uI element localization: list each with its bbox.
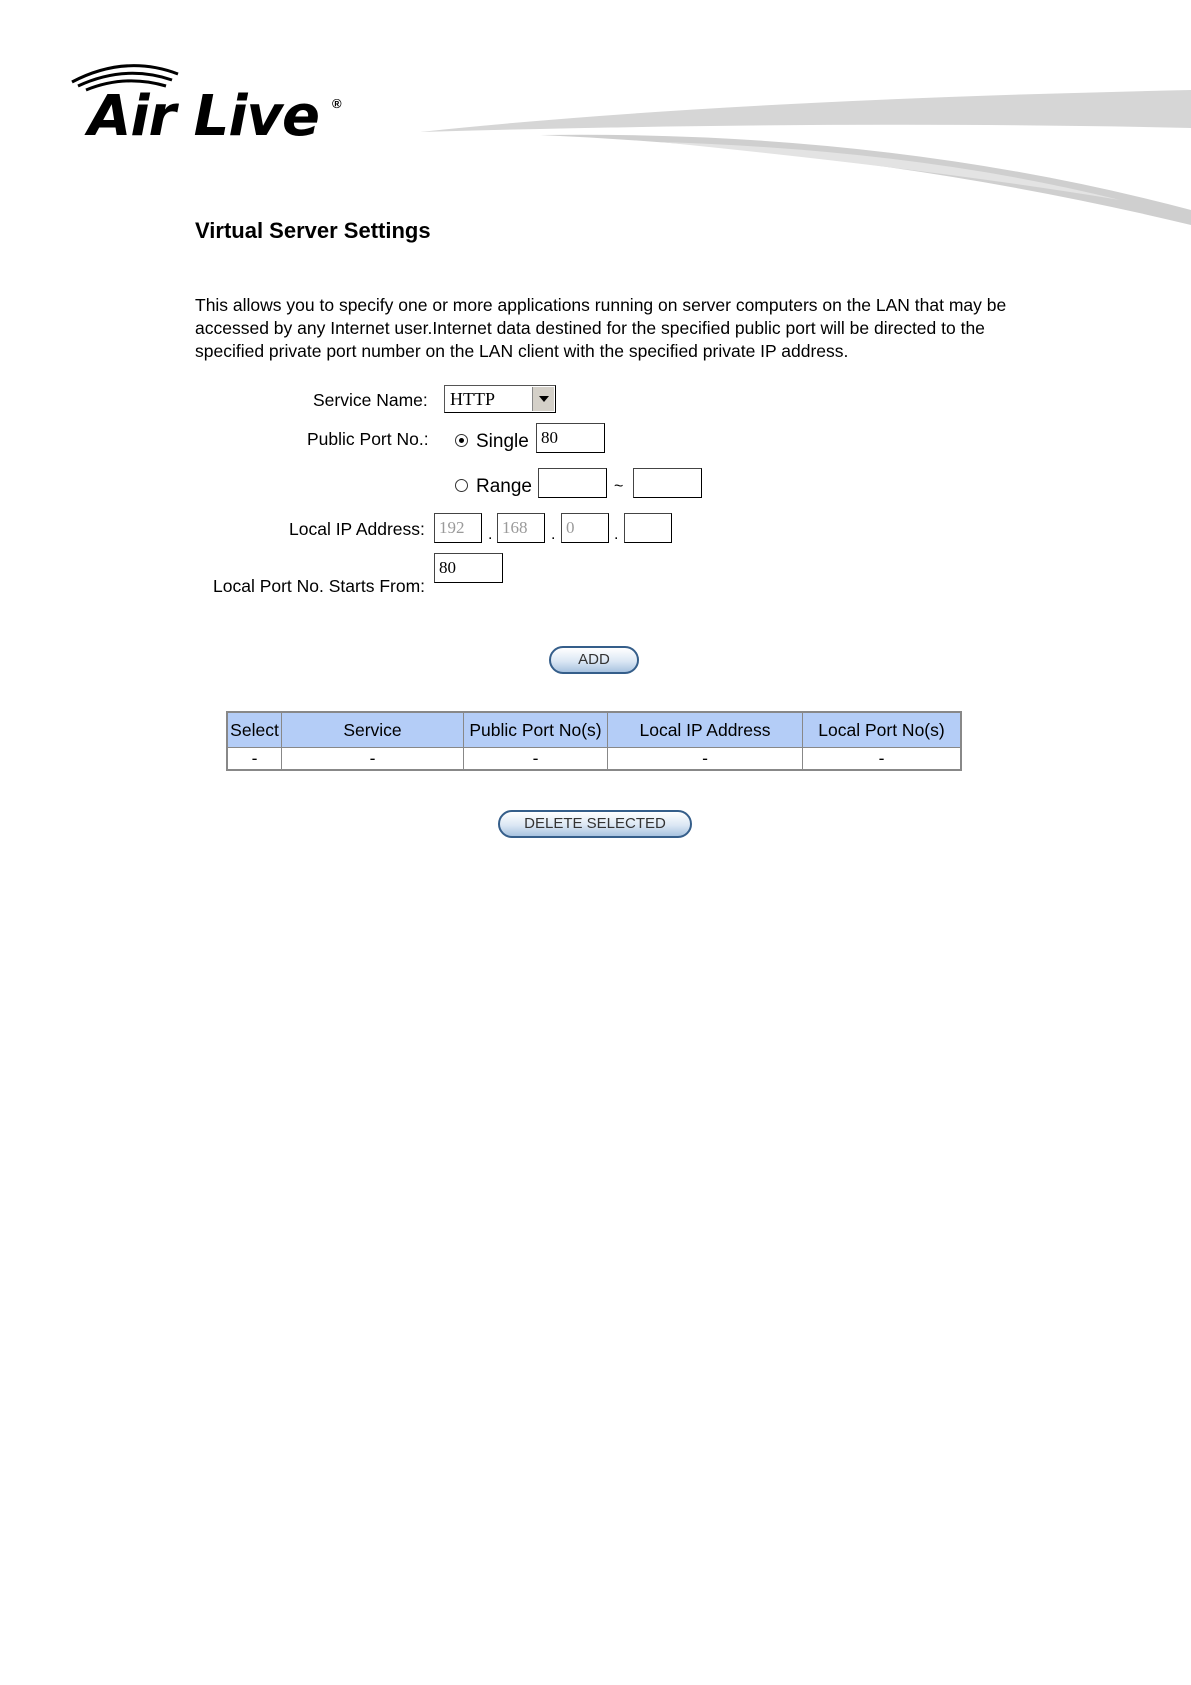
column-header-public-port: Public Port No(s) [464, 712, 608, 748]
table-cell: - [803, 748, 962, 771]
table-cell: - [282, 748, 464, 771]
service-name-label: Service Name: [313, 390, 428, 410]
table-cell: - [227, 748, 282, 771]
table-header-row [227, 712, 961, 748]
ip-octet-2-input[interactable] [497, 513, 545, 543]
public-port-label: Public Port No.: [307, 429, 429, 449]
add-button[interactable]: ADD [549, 646, 639, 674]
ip-dot: . [488, 526, 493, 543]
ip-octet-1-input[interactable] [434, 513, 482, 543]
delete-selected-button[interactable]: DELETE SELECTED [498, 810, 692, 838]
service-name-value: HTTP [450, 389, 495, 409]
table-cell: - [608, 748, 803, 771]
single-label: Single [476, 431, 529, 452]
page-title: Virtual Server Settings [195, 218, 431, 243]
range-separator: ~ [614, 478, 624, 495]
page-description: This allows you to specify one or more applications running on server computers on the LAN that may be accessed by any Internet user.Internet data destined for the specified public port will be directed to the specified private port number on the LAN client with the specified private IP address. [195, 295, 1007, 361]
range-to-input[interactable] [633, 468, 702, 498]
chevron-down-icon[interactable] [532, 387, 554, 411]
local-port-input[interactable] [434, 553, 503, 583]
range-from-input[interactable] [538, 468, 607, 498]
local-ip-label: Local IP Address: [289, 519, 425, 539]
registered-mark: ® [332, 96, 342, 111]
service-name-select[interactable] [444, 385, 556, 413]
column-header-local-port: Local Port No(s) [803, 712, 962, 748]
column-header-service: Service [282, 712, 464, 748]
column-header-local-ip: Local IP Address [608, 712, 803, 748]
table-cell: - [464, 748, 608, 771]
single-radio[interactable] [455, 434, 468, 447]
virtual-server-table [226, 711, 962, 771]
local-port-label: Local Port No. Starts From: [213, 576, 426, 596]
ip-dot: . [614, 526, 619, 543]
header-swoosh-graphic [420, 90, 1191, 230]
ip-dot: . [551, 526, 556, 543]
single-port-input[interactable] [536, 423, 605, 453]
range-radio[interactable] [455, 479, 468, 492]
table-row [227, 748, 961, 771]
ip-octet-4-input[interactable] [624, 513, 672, 543]
column-header-select: Select [227, 712, 282, 748]
logo-text: Air Live [88, 84, 320, 149]
airlive-logo [70, 60, 360, 150]
ip-octet-3-input[interactable] [561, 513, 609, 543]
range-label: Range [476, 476, 532, 497]
